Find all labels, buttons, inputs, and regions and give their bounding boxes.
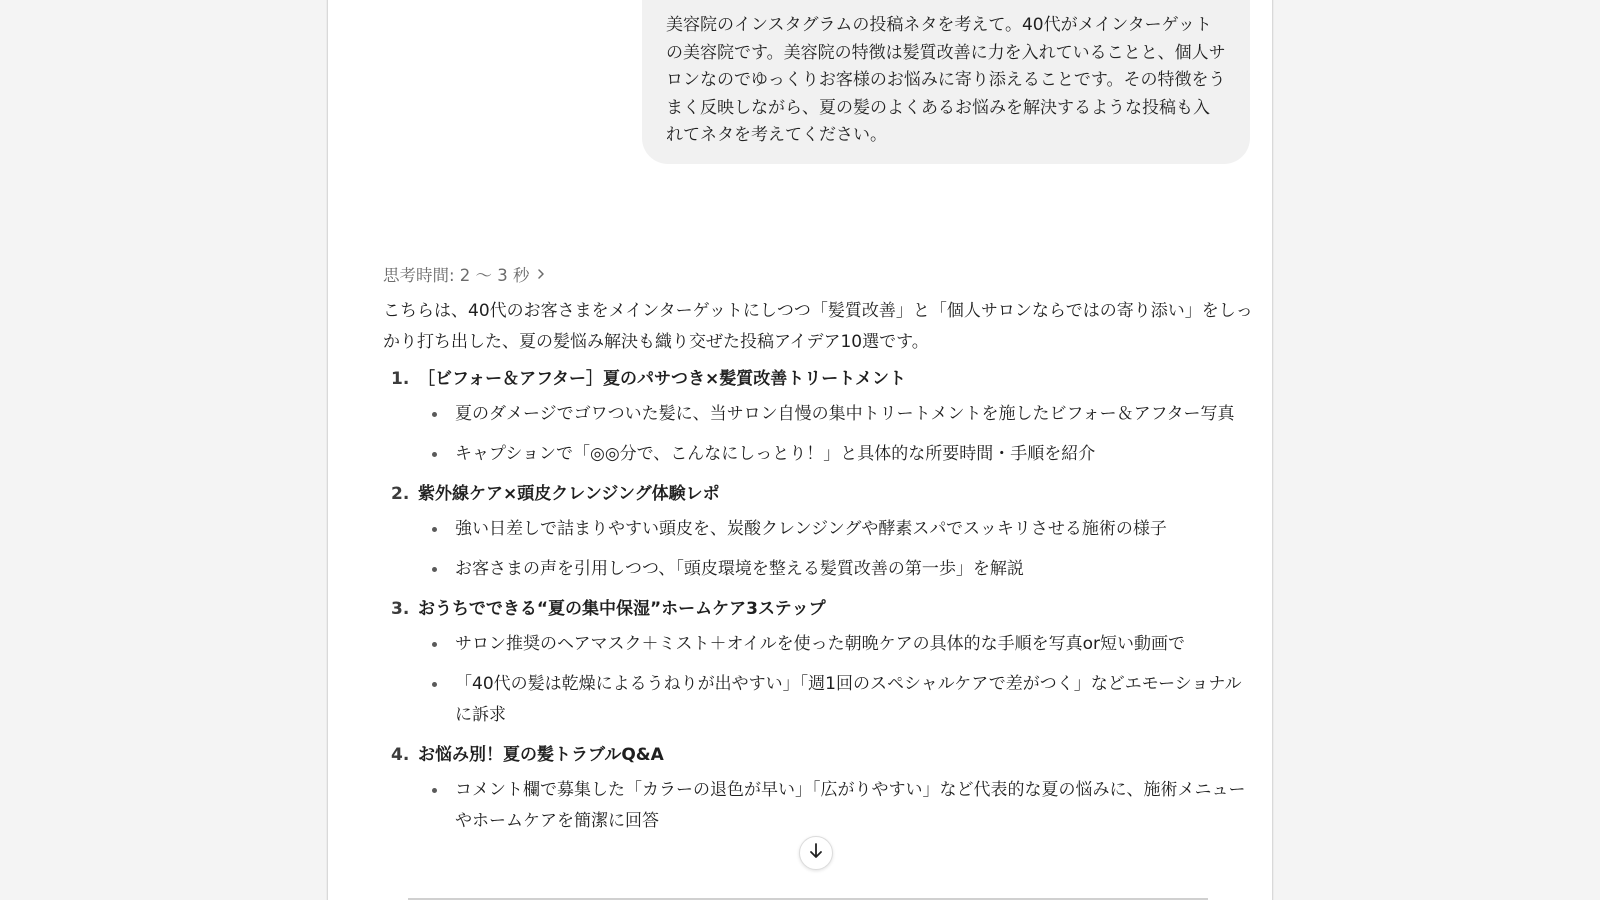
idea-list	[383, 364, 1255, 837]
assistant-intro: こちらは、40代のお客さまをメインターゲットにしつつ「髪質改善」と「個人サロンならではの寄り添い」をしっかり打ち出した、夏の髪悩み解決も織り交ぜた投稿アイデア10選です。	[383, 301, 1253, 352]
idea-bullets	[383, 629, 1255, 731]
bullet-item: コメント欄で募集した「カラーの退色が早い」「広がりやすい」など代表的な夏の悩みに、施術メニューやホームケアを簡潔に回答	[428, 775, 1255, 837]
idea-title-text: お悩み別！夏の髪トラブルQ&A	[418, 745, 664, 765]
bullet-item: キャプションで「◎◎分で、こんなにしっとり！」と具体的な所要時間・手順を紹介	[428, 439, 1255, 470]
idea-title-text: 紫外線ケア×頭皮クレンジング体験レポ	[418, 484, 720, 504]
bullet-item: 夏のダメージでゴワついた髪に、当サロン自慢の集中トリートメントを施したビフォー＆アフター写真	[428, 399, 1255, 430]
bullet-item: 強い日差しで詰まりやすい頭皮を、炭酸クレンジングや酵素スパでスッキリさせる施術の様子	[428, 514, 1255, 545]
idea-title	[383, 364, 1255, 395]
chat-panel[interactable]	[327, 0, 1273, 900]
idea-number: 2.	[391, 484, 410, 504]
bullet-item: サロン推奨のヘアマスク＋ミスト＋オイルを使った朝晩ケアの具体的な手順を写真or短い動画で	[428, 629, 1255, 660]
idea-title	[383, 479, 1255, 510]
bullet-item: お客さまの声を引用しつつ、「頭皮環境を整える髪質改善の第一歩」を解説	[428, 554, 1255, 585]
idea-item	[383, 594, 1255, 731]
user-message-bubble	[642, 0, 1250, 164]
idea-item	[383, 740, 1255, 837]
user-message-text: 美容院のインスタグラムの投稿ネタを考えて。40代がメインターゲットの美容院です。美容院の特徴は髪質改善に力を入れていることと、個人サロンなのでゆっくりお客様のお悩みに寄り添えることです。その特徴をうまく反映しながら、夏の髪のよくあるお悩みを解決するような投稿も入れてネタを考えてください。	[666, 15, 1226, 145]
idea-number: 4.	[391, 745, 410, 765]
idea-item	[383, 364, 1255, 470]
idea-title-text: おうちでできる“夏の集中保湿”ホームケア3ステップ	[418, 599, 826, 619]
assistant-message	[383, 296, 1255, 846]
idea-bullets	[383, 399, 1255, 470]
thinking-time-label: 思考時間: 2 〜 3 秒	[383, 266, 530, 285]
arrow-down-icon	[808, 842, 824, 864]
idea-bullets	[383, 775, 1255, 837]
idea-title	[383, 594, 1255, 625]
idea-number: 1.	[391, 369, 410, 389]
idea-number: 3.	[391, 599, 410, 619]
thinking-time-toggle[interactable]	[383, 262, 546, 286]
idea-item	[383, 479, 1255, 585]
bullet-item: 「40代の髪は乾燥によるうねりが出やすい」「週1回のスペシャルケアで差がつく」などエモーショナルに訴求	[428, 669, 1255, 731]
idea-bullets	[383, 514, 1255, 585]
idea-title	[383, 740, 1255, 771]
scroll-to-bottom-button[interactable]	[799, 836, 833, 870]
chevron-right-icon	[536, 268, 546, 280]
idea-title-text: ［ビフォー＆アフター］夏のパサつき×髪質改善トリートメント	[418, 369, 907, 389]
